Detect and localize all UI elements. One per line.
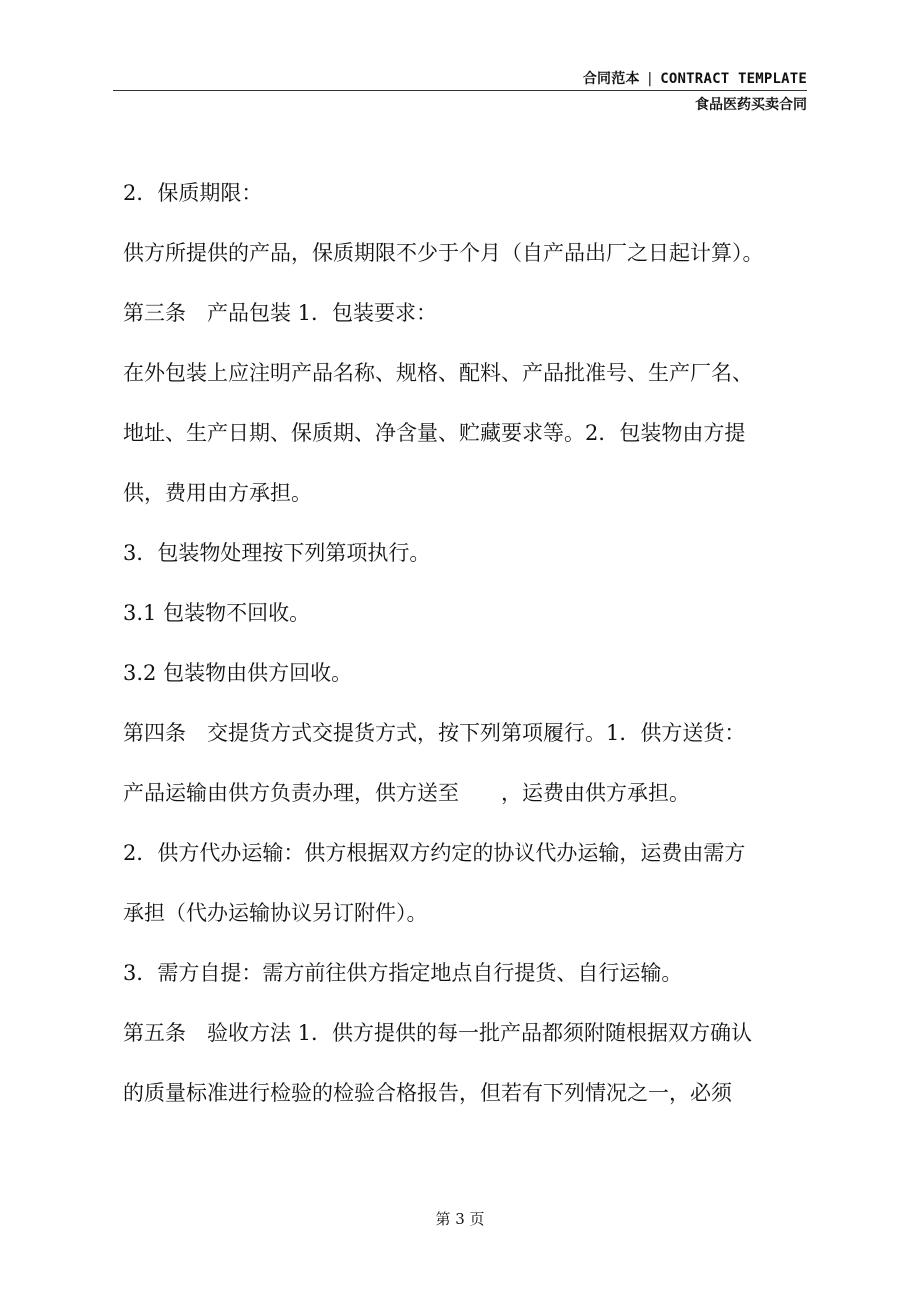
page-number: 第 3 页 — [435, 1210, 485, 1228]
body-line: 3.2 包装物由供方回收。 — [123, 661, 353, 685]
body-line: 2．保质期限： — [123, 181, 263, 205]
body-line: 的质量标准进行检验的检验合格报告，但若有下列情况之一，必须 — [123, 1081, 732, 1105]
body-line: 供方所提供的产品，保质期限不少于个月（自产品出厂之日起计算）。 — [123, 241, 764, 265]
body-line: 在外包装上应注明产品名称、规格、配料、产品批准号、生产厂名、 — [123, 361, 753, 385]
header-subtitle: 食品医药买卖合同 — [695, 97, 807, 113]
body-line: 3．需方自提：需方前往供方指定地点自行提货、自行运输。 — [123, 961, 683, 985]
body-line: 第四条 交提货方式交提货方式，按下列第项履行。1．供方送货： — [123, 721, 746, 745]
body-line: 第三条 产品包装 1．包装要求： — [123, 301, 438, 325]
body-line: 3.1 包装物不回收。 — [123, 601, 311, 625]
header-title-en: CONTRACT TEMPLATE — [660, 71, 807, 87]
header-title-cn: 合同范本 — [582, 71, 640, 87]
body-line: 第五条 验收方法 1．供方提供的每一批产品都须附随根据双方确认 — [123, 1021, 753, 1045]
body-line: 2．供方代办运输：供方根据双方约定的协议代办运输，运费由需方 — [123, 841, 746, 865]
body-line: 产品运输由供方负责办理，供方送至 ，运费由供方承担。 — [123, 781, 690, 805]
body-line: 3．包装物处理按下列第项执行。 — [123, 541, 431, 565]
body-line: 供，费用由方承担。 — [123, 481, 312, 505]
body-line: 地址、生产日期、保质期、净含量、贮藏要求等。2．包装物由方提 — [123, 421, 746, 445]
body-line: 承担（代办运输协议另订附件）。 — [123, 901, 428, 925]
page-header — [0, 0, 920, 120]
header-divider — [113, 90, 807, 91]
document-body — [123, 173, 813, 1133]
header-title-row — [583, 68, 807, 88]
header-separator: | — [645, 71, 655, 87]
